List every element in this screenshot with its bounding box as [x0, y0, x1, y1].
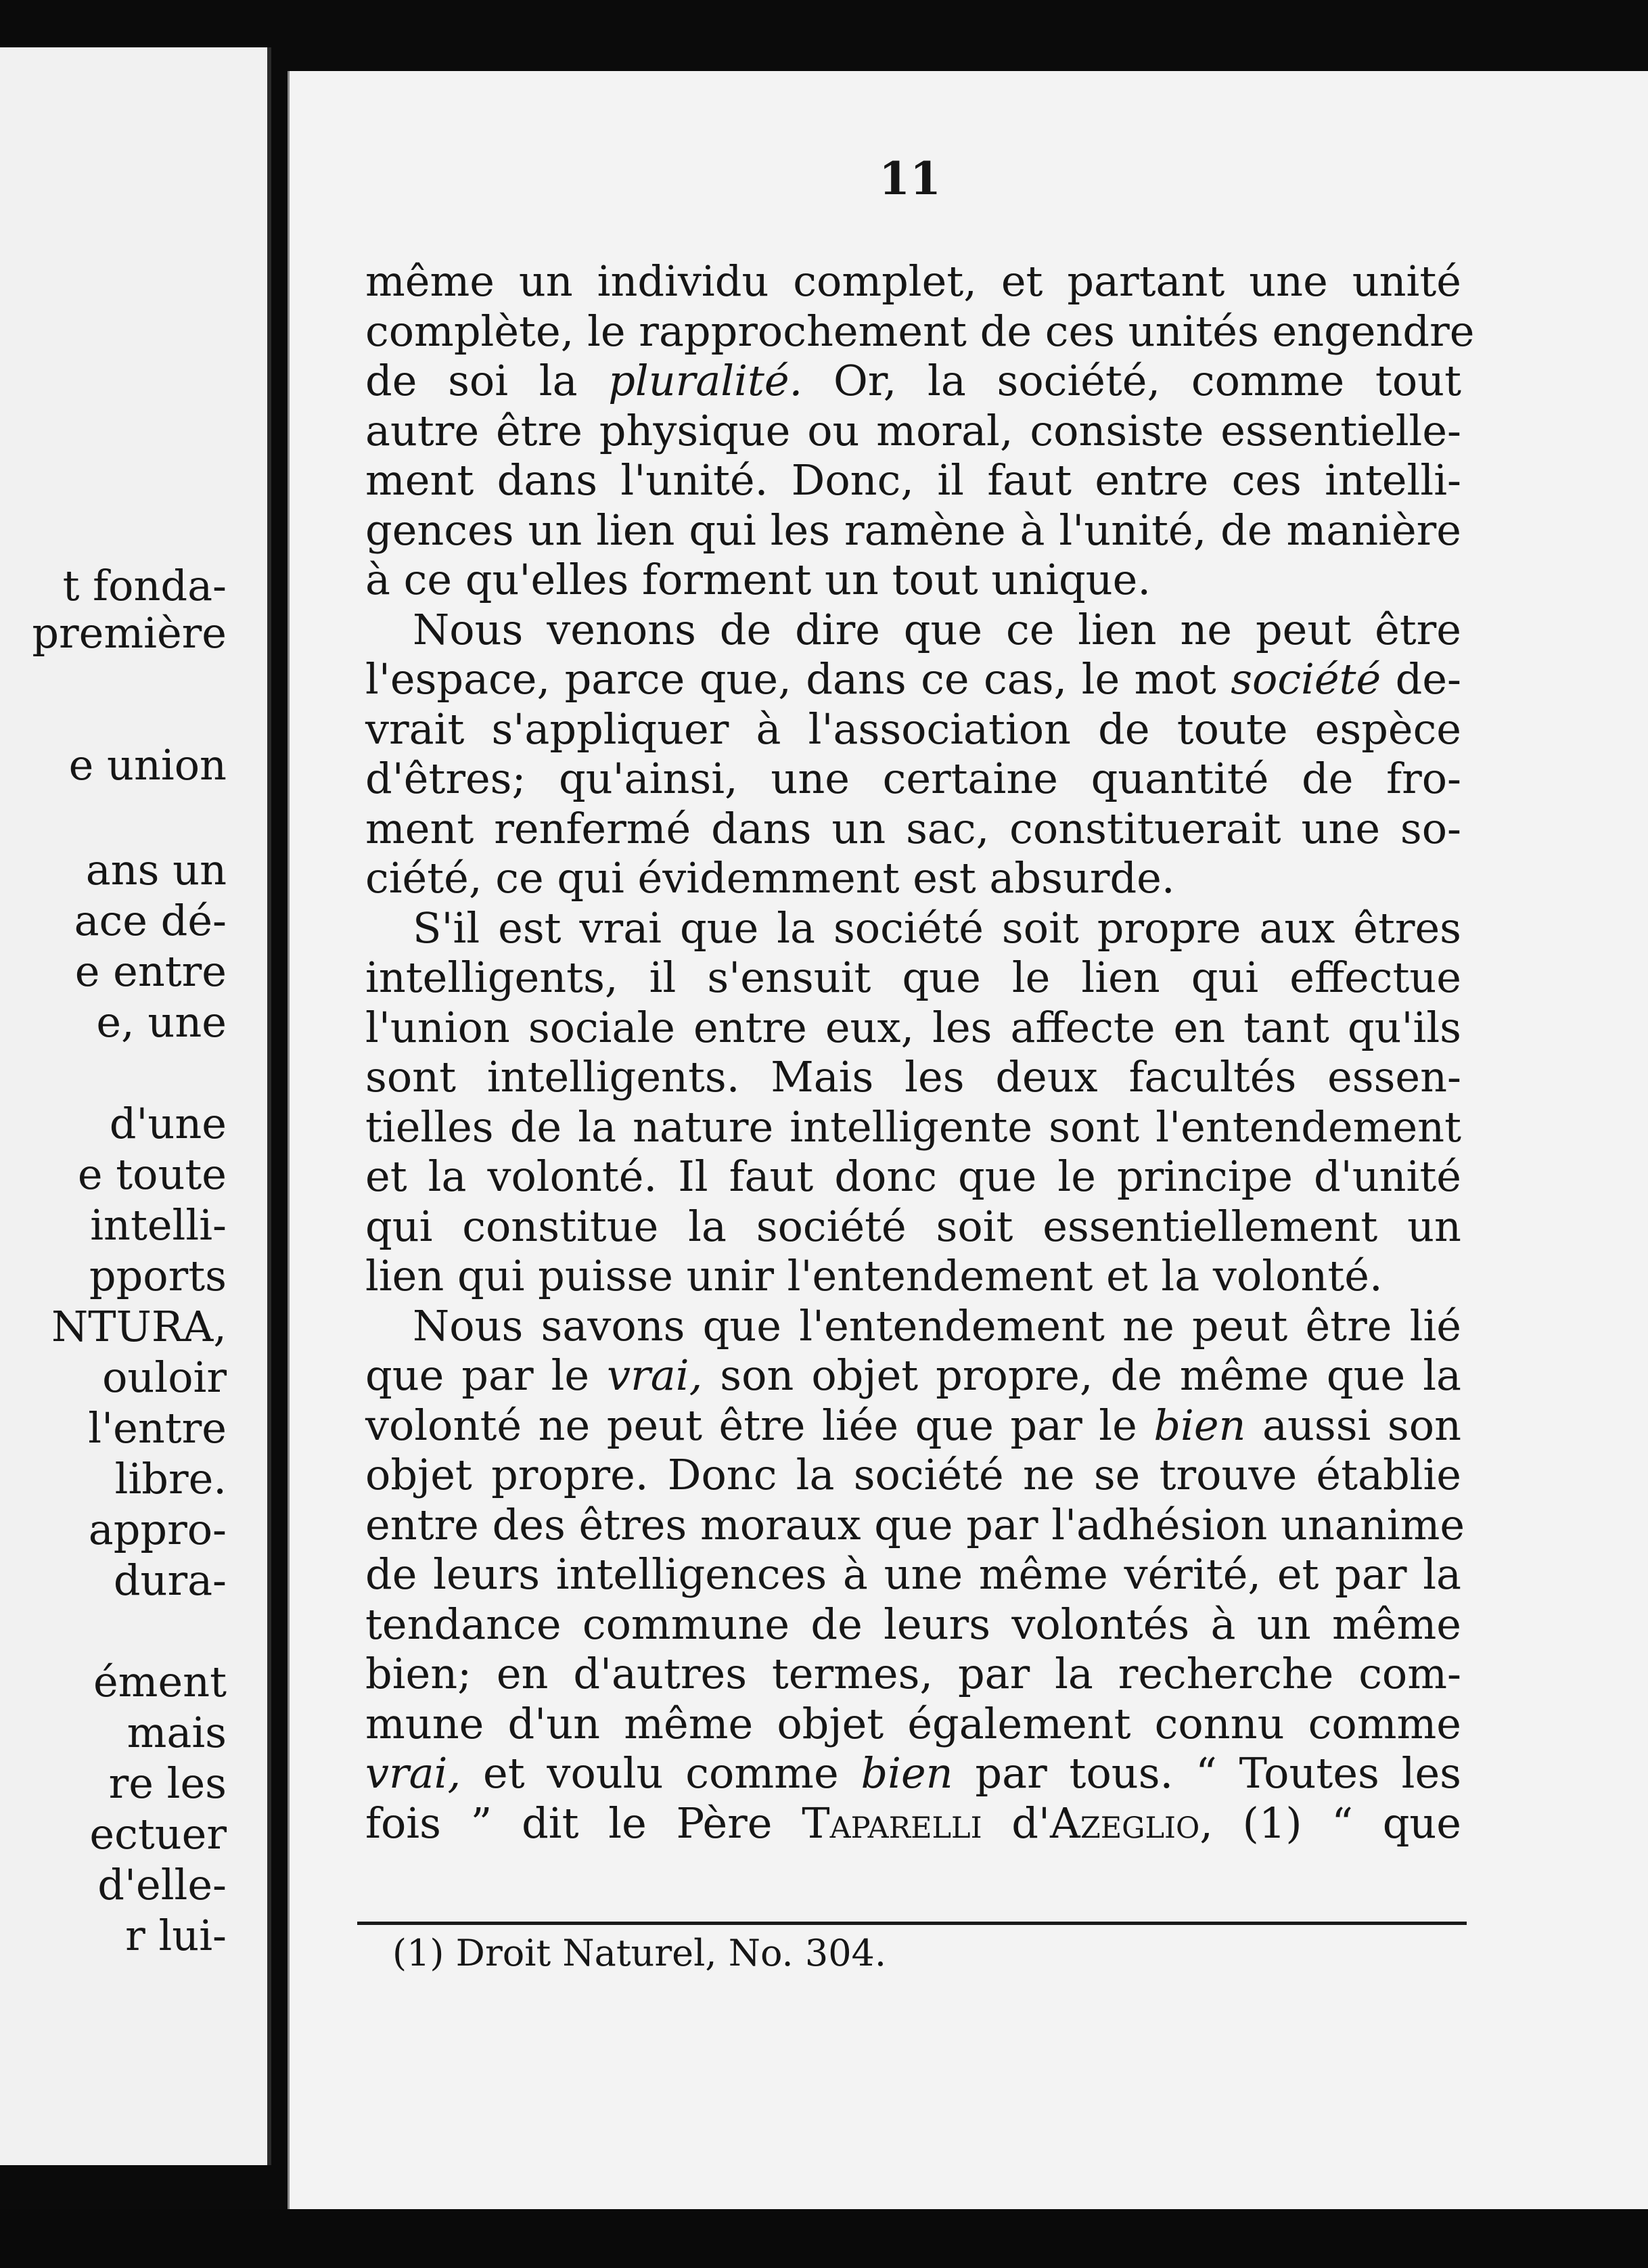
- text-line: objet propre. Donc la société ne se trouve établie: [365, 1450, 1461, 1499]
- text-line: Nous savons que l'entendement ne peut être lié: [413, 1300, 1461, 1351]
- left-page-line: dura-: [113, 1556, 227, 1605]
- text-line: sont intelligents. Mais les deux facultés essen-: [365, 1052, 1461, 1102]
- left-page: [0, 47, 271, 2165]
- left-page-line: ectuer: [89, 1809, 227, 1859]
- text-fragment: par tous. “ Toutes les: [953, 1748, 1461, 1798]
- text-fragment: , (1) “ que: [1199, 1798, 1462, 1848]
- text-line: tielles de la nature intelligente sont l'entendement: [365, 1102, 1461, 1152]
- text-line: S'il est vrai que la société soit propre aux êtres: [413, 903, 1461, 953]
- text-fragment: fois ” dit le Père: [365, 1798, 802, 1848]
- left-page-line: ouloir: [102, 1353, 227, 1402]
- text-line: tendance commune de leurs volontés à un même: [365, 1599, 1461, 1649]
- page-number: 11: [879, 152, 941, 205]
- text-line: à ce qu'elles forment un tout unique.: [365, 555, 1151, 604]
- left-page-line: t fonda-: [62, 561, 227, 610]
- text-line: [365, 1400, 1462, 1450]
- left-page-line: mais: [127, 1708, 227, 1757]
- text-line: complète, le rapprochement de ces unités engendre: [365, 306, 1475, 356]
- italic-word: pluralité.: [608, 356, 803, 405]
- text-line: [365, 1798, 1462, 1848]
- text-line: [365, 654, 1461, 704]
- text-line: [365, 356, 1461, 405]
- text-line: gences un lien qui les ramène à l'unité, de manière: [365, 505, 1461, 555]
- italic-word: vrai,: [365, 1748, 461, 1798]
- italic-word: vrai,: [607, 1351, 703, 1400]
- text-line: vrait s'appliquer à l'association de toute espèce: [365, 704, 1461, 754]
- text-fragment: aussi son: [1245, 1400, 1462, 1450]
- text-fragment: d': [982, 1798, 1051, 1848]
- left-page-line: ans un: [85, 845, 227, 894]
- footnote-rule: [357, 1922, 1467, 1925]
- left-page-line: première: [32, 608, 227, 658]
- left-page-line: d'elle-: [97, 1860, 227, 1909]
- text-fragment: l'espace, parce que, dans ce cas, le mot: [365, 654, 1231, 704]
- text-line: de leurs intelligences à une même vérité, et par la: [365, 1549, 1461, 1599]
- text-line: autre être physique ou moral, consiste essentielle-: [365, 405, 1461, 455]
- text-fragment: Or, la société, comme tout: [802, 356, 1461, 405]
- text-fragment: de soi la: [365, 356, 609, 405]
- text-line: même un individu complet, et partant une unité: [365, 256, 1461, 306]
- italic-word: société: [1231, 654, 1381, 704]
- text-line: ment dans l'unité. Donc, il faut entre ces intelli-: [365, 455, 1461, 505]
- left-page-line: l'entre: [88, 1403, 227, 1453]
- text-line: qui constitue la société soit essentiellement un: [365, 1201, 1461, 1251]
- left-page-line: NTURA,: [51, 1302, 227, 1351]
- left-page-line: d'une: [109, 1099, 227, 1148]
- text-line: ment renfermé dans un sac, constituerait une so-: [365, 803, 1461, 853]
- text-line: entre des êtres moraux que par l'adhésion unanime: [365, 1499, 1465, 1549]
- text-fragment: de-: [1381, 654, 1461, 704]
- text-line: lien qui puisse unir l'entendement et la volonté.: [365, 1251, 1383, 1300]
- left-page-line: e entre: [74, 947, 227, 996]
- left-page-line: ément: [93, 1657, 227, 1706]
- left-page-line: e toute: [77, 1150, 227, 1199]
- left-page-line: libre.: [114, 1454, 227, 1503]
- left-page-line: r lui-: [125, 1911, 227, 1960]
- text-fragment: son objet propre, de même que la: [702, 1351, 1461, 1400]
- small-caps-name: Azeglio: [1050, 1798, 1200, 1848]
- small-caps-name: Taparelli: [802, 1798, 982, 1848]
- text-fragment: et voulu comme: [461, 1748, 861, 1798]
- left-page-line: e union: [68, 740, 227, 790]
- italic-word: bien: [861, 1748, 953, 1798]
- text-line: et la volonté. Il faut donc que le principe d'unité: [365, 1152, 1461, 1201]
- left-page-line: appro-: [88, 1505, 227, 1554]
- left-page-line: re les: [108, 1759, 227, 1808]
- text-line: l'union sociale entre eux, les affecte en tant qu'ils: [365, 1002, 1461, 1052]
- scan-bottom-edge: [0, 2209, 1648, 2268]
- left-page-line: intelli-: [90, 1200, 227, 1250]
- text-line: d'êtres; qu'ainsi, une certaine quantité de fro-: [365, 754, 1461, 803]
- text-line: [365, 1351, 1461, 1400]
- text-line: ciété, ce qui évidemment est absurde.: [365, 853, 1175, 903]
- italic-word: bien: [1153, 1400, 1246, 1450]
- text-line: mune d'un même objet également connu comme: [365, 1698, 1461, 1748]
- footnote: (1) Droit Naturel, No. 304.: [392, 1932, 887, 1974]
- text-fragment: volonté ne peut être liée que par le: [365, 1400, 1154, 1450]
- text-line: bien; en d'autres termes, par la recherche com-: [365, 1649, 1461, 1698]
- left-page-line: pports: [89, 1251, 227, 1300]
- text-fragment: que par le: [365, 1351, 608, 1400]
- text-line: intelligents, il s'ensuit que le lien qui effectue: [365, 953, 1461, 1002]
- text-line: [365, 1748, 1461, 1798]
- text-line: Nous venons de dire que ce lien ne peut être: [413, 604, 1461, 654]
- left-page-line: e, une: [96, 997, 227, 1047]
- left-page-line: ace dé-: [74, 896, 227, 945]
